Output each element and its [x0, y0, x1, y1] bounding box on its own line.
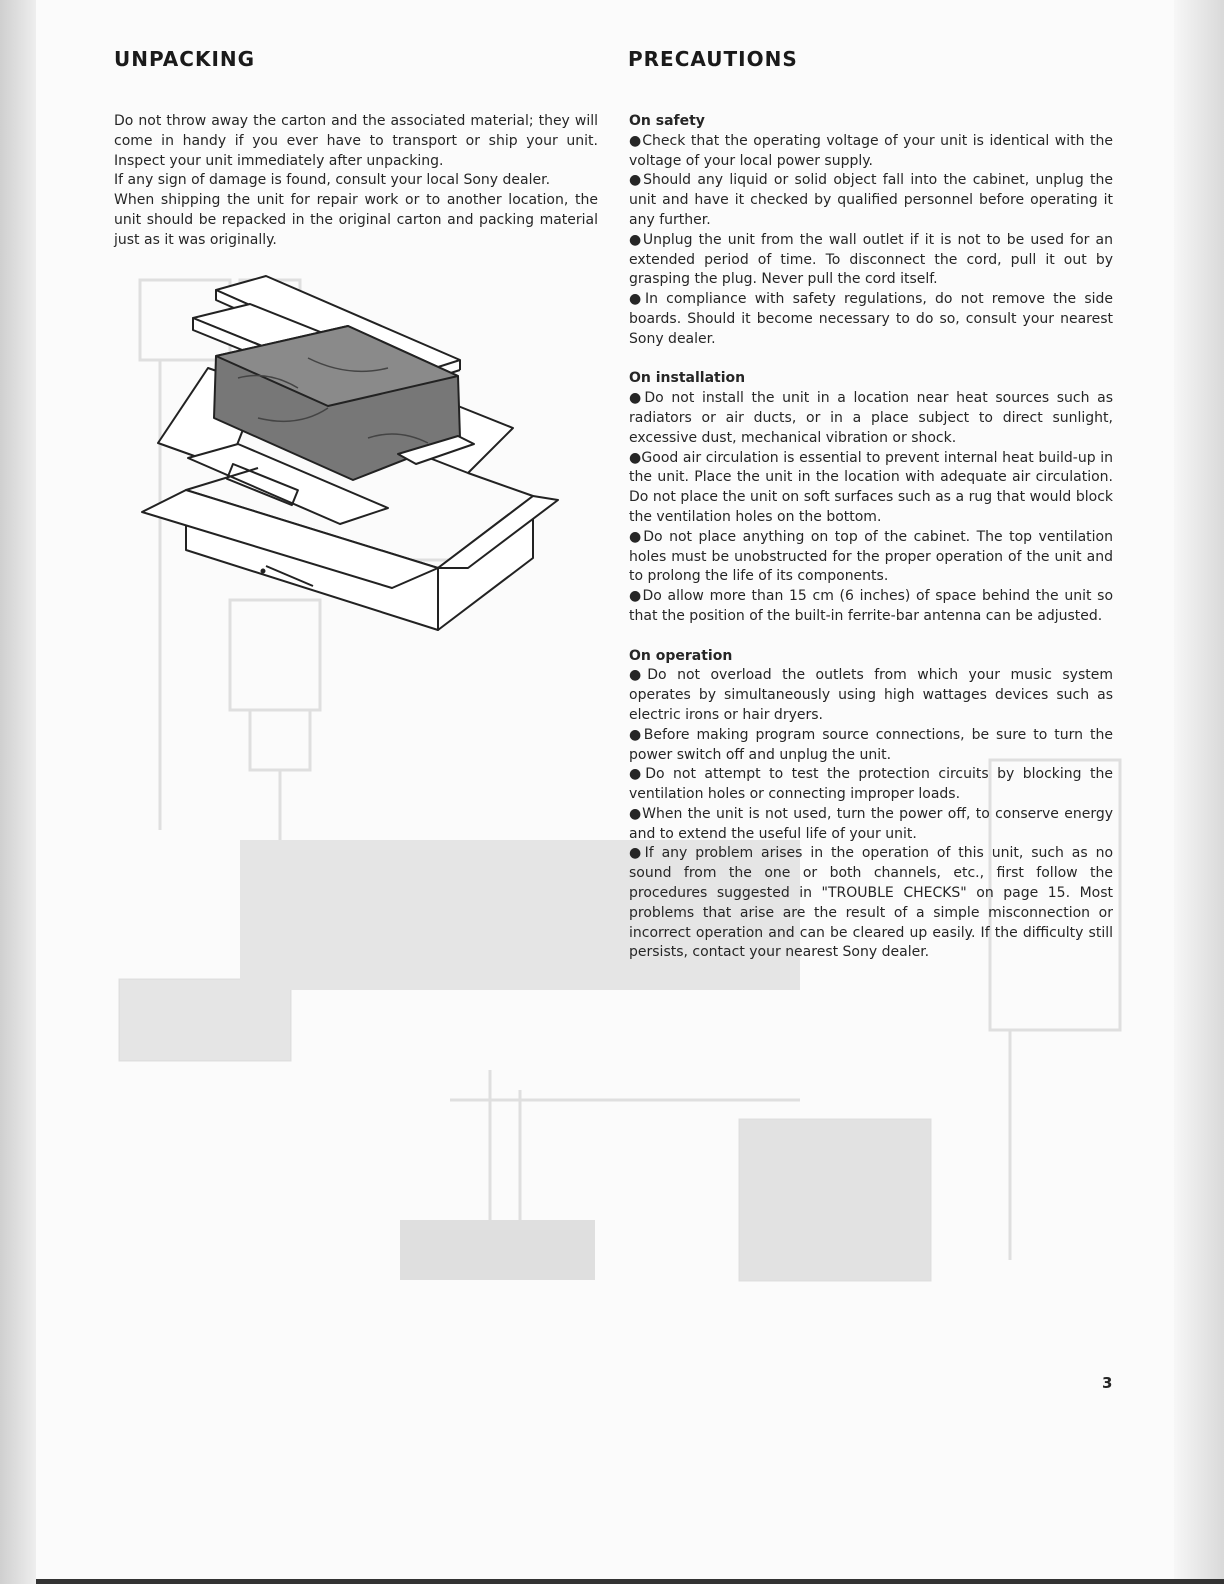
- bullet-marker: ●: [629, 132, 643, 149]
- operation-item: [629, 666, 1113, 725]
- safety-item: [629, 171, 1113, 230]
- installation-item: [629, 389, 1113, 448]
- installation-item: [629, 587, 1113, 627]
- operation-item-text: Do not attempt to test the protection circuits by blocking the ventilation holes or connecting improper loads.: [629, 766, 1113, 803]
- operation-item: [629, 765, 1113, 805]
- bullet-marker: ●: [629, 588, 643, 605]
- unpacking-paragraph: Do not throw away the carton and the associated material; they will come in handy if you ever have to transport or ship your unit. Inspect your unit immediately after unpacking.: [114, 113, 598, 169]
- page-edge-right: [1174, 0, 1224, 1584]
- safety-subsection: [629, 112, 1113, 350]
- page-number: 3: [1102, 1374, 1113, 1392]
- bullet-marker: ●: [629, 231, 643, 248]
- operation-item-text: Do not overload the outlets from which your music system operates by simultaneously using high wattages devices such as electric irons or hair dryers.: [629, 667, 1113, 723]
- page-edge-bottom: [36, 1579, 1224, 1584]
- unpacking-heading: UNPACKING: [114, 47, 256, 71]
- installation-item: [629, 528, 1113, 587]
- safety-item-text: Should any liquid or solid object fall into the cabinet, unplug the unit and have it checked by qualified personnel before operating it any further.: [629, 172, 1113, 228]
- operation-title: On operation: [629, 647, 733, 664]
- installation-subsection: [629, 369, 1113, 626]
- bullet-marker: ●: [629, 172, 644, 189]
- operation-item: [629, 726, 1113, 766]
- unpacking-illustration: [138, 268, 570, 638]
- installation-item-text: Do not place anything on top of the cabinet. The top ventilation holes must be unobstructed for the proper operation of the unit and to prolong the life of its components.: [629, 528, 1113, 585]
- bullet-marker: ●: [629, 528, 644, 545]
- safety-item: [629, 231, 1113, 290]
- installation-item-text: Do allow more than 15 cm (6 inches) of space behind the unit so that the position of the built-in ferrite-bar antenna can be adjusted.: [629, 588, 1114, 624]
- operation-item-text: When the unit is not used, turn the power off, to conserve energy and to extend the useful life of your unit.: [629, 805, 1114, 842]
- precautions-section: [629, 112, 1113, 963]
- operation-subsection: [629, 647, 1113, 964]
- installation-item-text: Good air circulation is essential to prevent internal heat build-up in the unit. Place the unit in the location with adequate air circulation. Do not place the unit on soft surfaces such as a rug that would block the ventilation holes on the bottom.: [629, 449, 1113, 525]
- bullet-marker: ●: [629, 766, 646, 783]
- installation-title: On installation: [629, 370, 746, 387]
- bullet-marker: ●: [629, 845, 645, 862]
- bullet-marker: ●: [629, 805, 643, 822]
- bullet-marker: ●: [629, 726, 644, 743]
- bullet-marker: ●: [629, 291, 645, 308]
- operation-item-text: If any problem arises in the operation of this unit, such as no sound from the one or both channels, etc., first follow the procedures suggested in "TROUBLE CHECKS" on page 15. Most problems that arise are the result of a simple misconnection or incorrect operation and can be cleared up easily. If the difficulty still persists, contact your nearest Sony dealer.: [629, 845, 1114, 961]
- bullet-marker: ●: [629, 449, 642, 466]
- operation-item-text: Before making program source connections, be sure to turn the power switch off and unplug the unit.: [629, 726, 1114, 763]
- safety-item: [629, 290, 1113, 349]
- safety-title: On safety: [629, 113, 705, 129]
- installation-item-text: Do not install the unit in a location near heat sources such as radiators or air ducts, or in a place subject to direct sunlight, excessive dust, mechanical vibration or shock.: [629, 390, 1113, 446]
- safety-item: [629, 132, 1113, 172]
- unpacking-paragraph: If any sign of damage is found, consult your local Sony dealer.: [114, 172, 551, 189]
- unpacking-section: [114, 112, 598, 251]
- operation-item: [629, 844, 1113, 963]
- operation-item: [629, 805, 1113, 845]
- unpacking-paragraph: When shipping the unit for repair work or to another location, the unit should be repacked in the original carton and packing material just as it was originally.: [114, 192, 598, 248]
- safety-item-text: Unplug the unit from the wall outlet if it is not to be used for an extended period of time. To disconnect the cord, pull it out by grasping the plug. Never pull the cord itself.: [629, 231, 1113, 288]
- precautions-heading: PRECAUTIONS: [628, 47, 798, 71]
- installation-item: [629, 449, 1113, 528]
- safety-item-text: In compliance with safety regulations, do not remove the side boards. Should it become necessary to do so, consult your nearest Sony dealer.: [629, 291, 1114, 347]
- safety-item-text: Check that the operating voltage of your unit is identical with the voltage of your local power supply.: [629, 132, 1113, 169]
- bullet-marker: ●: [629, 667, 648, 684]
- bullet-marker: ●: [629, 390, 645, 407]
- page-edge-left: [0, 0, 36, 1584]
